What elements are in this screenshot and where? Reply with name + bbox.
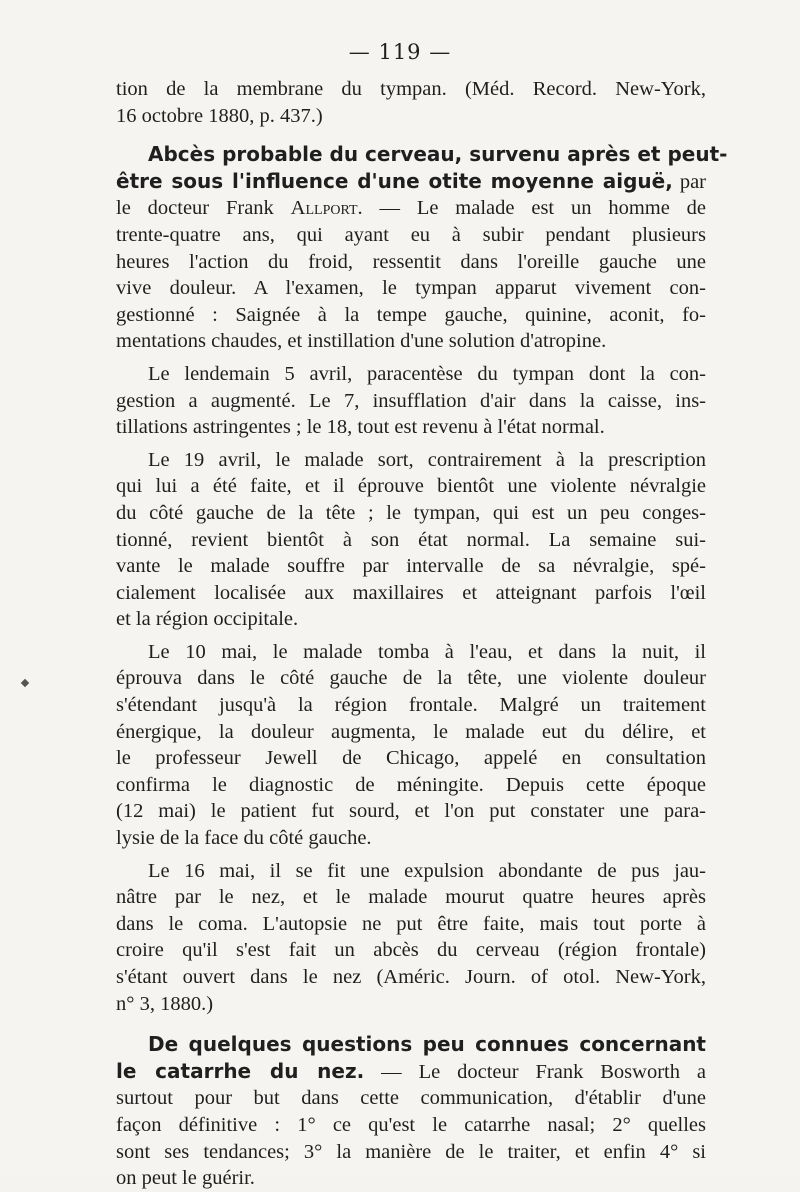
text-line: énergique, la douleur augmenta, le malade eut du délire, et (116, 720, 706, 743)
article-catarrhe-nez (116, 1031, 706, 1192)
text-line: façon définitive : 1° ce qu'est le catarrhe nasal; 2° quelles (116, 1113, 706, 1136)
text-line: sont ses tendances; 3° la manière de le traiter, et enfin 4° si (116, 1140, 706, 1163)
author-prefix: le docteur Frank (116, 197, 291, 220)
paragraph (116, 447, 706, 633)
text-line: s'étendant jusqu'à la région frontale. Malgré un traitement (116, 694, 706, 717)
page-number: — 119 — (348, 40, 452, 64)
article-title-line: être sous l'influence d'une otite moyenne aiguë, (116, 168, 673, 193)
text-line: 16 octobre 1880, p. 437.) (116, 104, 323, 127)
text-line: dans le coma. L'autopsie ne put être faite, mais tout porte à (116, 912, 706, 935)
text-line: Le 19 avril, le malade sort, contrairement à la prescription (148, 448, 706, 471)
text-line: tillations astringentes ; le 18, tout est revenu à l'état normal. (116, 416, 605, 439)
page-body (116, 76, 728, 1192)
article-title-line-wrap (116, 1058, 706, 1086)
margin-mark (21, 679, 29, 687)
text-line: cialement localisée aux maxillaires et atteignant parfois l'œil (116, 581, 706, 604)
text-line: gestion a augmenté. Le 7, insufflation d'air dans la caisse, ins- (116, 389, 706, 412)
text-line: Le 10 mai, le malade tomba à l'eau, et dans la nuit, il (148, 640, 706, 663)
text-line: surtout pour but dans cette communication, d'établir d'une (116, 1087, 706, 1110)
text-line: vive douleur. A l'examen, le tympan apparut vivement con- (116, 277, 706, 300)
article-title-line: De quelques questions peu connues concernant (148, 1032, 706, 1057)
paragraph (116, 639, 706, 852)
text-line: s'étant ouvert dans le nez (Améric. Journ. of otol. New-York, (116, 966, 706, 988)
text-line: Le lendemain 5 avril, paracentèse du tympan dont la con- (148, 362, 706, 385)
text-line: tion de la membrane du tympan. (Méd. Record. New-York, (116, 78, 706, 100)
article-abces-cerveau (116, 141, 728, 355)
article-title-line-wrap (116, 168, 706, 196)
text-line: qui lui a été faite, et il éprouve bientôt une violente névralgie (116, 475, 706, 498)
article-title-line: le catarrhe du nez. (116, 1058, 365, 1083)
article-title-line: Abcès probable du cerveau, survenu après et peut- (148, 142, 728, 167)
text-line: et la région occipitale. (116, 608, 299, 631)
article-first-line-suffix: — Le docteur Frank Bosworth a (364, 1060, 706, 1083)
text-line: gestionné : Saignée à la tempe gauche, quinine, aconit, fo- (116, 303, 706, 326)
author-line (116, 195, 706, 222)
author-name: Allport (290, 197, 358, 220)
text-line: n° 3, 1880.) (116, 992, 214, 1015)
text-line: nâtre par le nez, et le malade mourut quatre heures après (116, 886, 706, 909)
text-line: heures l'action du froid, ressentit dans l'oreille gauche une (116, 250, 706, 273)
author-suffix: . — Le malade est un homme de (357, 197, 707, 220)
text-line: du côté gauche de la tête ; le tympan, qui est un peu conges- (116, 501, 706, 524)
text-line: Le 16 mai, il se fit une expulsion abondante de pus jau- (148, 859, 706, 882)
text-line: confirma le diagnostic de méningite. Depuis cette époque (116, 773, 706, 796)
text-line: on peut le guérir. (116, 1167, 255, 1190)
text-line: vante le malade souffre par intervalle de sa névralgie, spé- (116, 555, 706, 578)
paragraph (116, 858, 706, 1018)
text-line: lysie de la face du côté gauche. (116, 827, 372, 850)
article-title-tail: par (679, 170, 707, 193)
text-line: le professeur Jewell de Chicago, appelé en consultation (116, 747, 706, 770)
continuation-paragraph (116, 76, 706, 129)
paragraph (116, 361, 706, 441)
text-line: éprouva dans le côté gauche de la tête, une violente douleur (116, 667, 706, 690)
text-line: (12 mai) le patient fut sourd, et l'on put constater une para- (116, 800, 706, 823)
text-line: mentations chaudes, et instillation d'une solution d'atropine. (116, 330, 607, 353)
text-line: tionné, revient bientôt à son état normal. La semaine sui- (116, 528, 706, 551)
text-line: trente-quatre ans, qui ayant eu à subir pendant plusieurs (116, 223, 706, 246)
text-line: croire qu'il s'est fait un abcès du cerveau (région frontale) (116, 939, 706, 962)
